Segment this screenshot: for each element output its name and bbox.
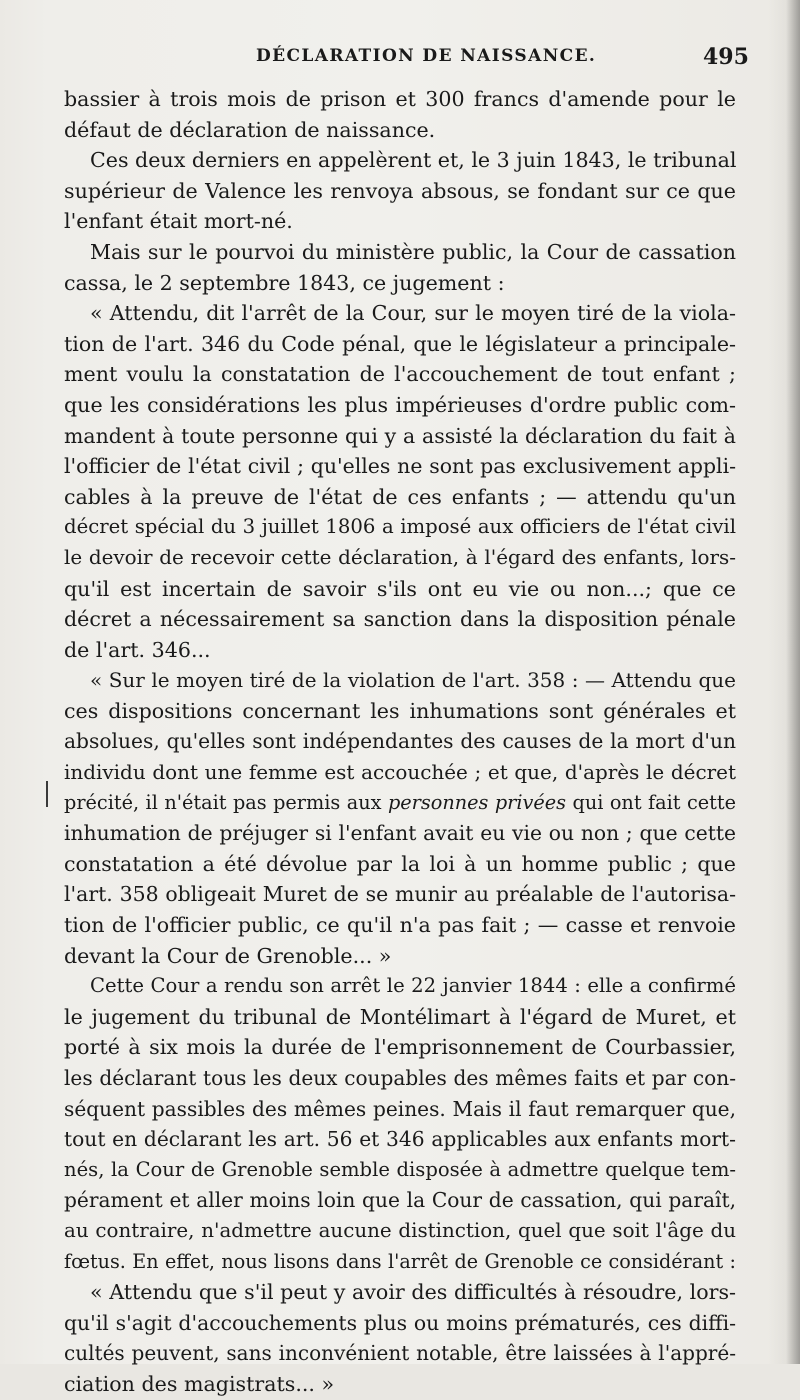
text-line — [64, 237, 736, 268]
text-line-content: absolues, qu'elles sont indépendantes des causes de la mort d'un — [64, 729, 736, 754]
text-line — [64, 1002, 736, 1033]
text-line — [64, 451, 736, 482]
text-line — [64, 512, 736, 543]
text-line — [64, 1308, 736, 1339]
text-line — [64, 390, 736, 421]
page-gutter-shadow — [786, 0, 800, 1364]
italic-phrase: personnes privées — [387, 790, 567, 814]
text-line — [64, 115, 736, 146]
text-line-content: porté à six mois la durée de l'emprisonnement de Courbassier, — [64, 1035, 736, 1060]
text-line-content: individu dont une femme est accouchée ; et que, d'après le décret — [64, 760, 736, 785]
text-line — [64, 696, 736, 727]
text-line-content: cables à la preuve de l'état de ces enfants ; — attendu qu'un — [64, 484, 736, 509]
text-line — [64, 635, 736, 666]
text-line-content: « Attendu, dit l'arrêt de la Cour, sur le moyen tiré de la viola- — [90, 301, 736, 326]
text-line — [64, 1369, 736, 1400]
text-line — [64, 1277, 736, 1308]
text-line-content: Cette Cour a rendu son arrêt le 22 janvier 1844 : elle a confirmé — [90, 974, 736, 998]
text-line — [64, 543, 736, 574]
text-line-content: tion de l'officier public, ce qu'il n'a pas fait ; — casse et renvoie — [64, 913, 736, 938]
text-line — [64, 788, 736, 819]
text-line — [64, 145, 736, 176]
text-line — [64, 971, 736, 1002]
text-line-content: nés, la Cour de Grenoble semble disposée à admettre quelque tem- — [64, 1157, 736, 1181]
text-line — [64, 176, 736, 207]
text-line-content: bassier à trois mois de prison et 300 francs d'amende pour le — [64, 87, 736, 111]
text-line — [64, 818, 736, 849]
text-line — [64, 359, 736, 390]
text-line-content: constatation a été dévolue par la loi à un homme public ; que — [64, 851, 736, 876]
text-line-content: précité, il n'était pas permis aux — [64, 790, 382, 814]
page-header — [0, 44, 800, 80]
text-line — [64, 1247, 736, 1278]
text-line-content: devant la Cour de Grenoble... » — [64, 943, 392, 968]
text-line — [64, 421, 736, 452]
text-line — [64, 879, 736, 910]
text-line-content: au contraire, n'admettre aucune distinction, quel que soit l'âge du — [64, 1218, 736, 1242]
text-line — [64, 1094, 736, 1125]
text-line-content: cassa, le 2 septembre 1843, ce jugement : — [64, 270, 505, 295]
text-line-content: de l'art. 346... — [64, 637, 211, 662]
text-line-content: décret a nécessairement sa sanction dans la disposition pénale — [64, 607, 736, 632]
text-line — [64, 1063, 736, 1094]
text-line-content: ciation des magistrats... » — [64, 1371, 335, 1396]
text-line-content: « Sur le moyen tiré de la violation de l'art. 358 : — Attendu que — [90, 668, 736, 693]
text-line-content: qu'il s'agit d'accouchements plus ou moins prématurés, ces diffi- — [64, 1310, 736, 1335]
text-line-content: le devoir de recevoir cette déclaration, à l'égard des enfants, lors- — [64, 545, 736, 569]
text-line — [64, 604, 736, 635]
text-line — [64, 206, 736, 237]
text-line-content: défaut de déclaration de naissance. — [64, 117, 436, 142]
text-line — [64, 1185, 736, 1216]
text-line-content: « Attendu que s'il peut y avoir des difficultés à résoudre, lors- — [90, 1280, 736, 1305]
text-line-content: l'officier de l'état civil ; qu'elles ne sont pas exclusivement appli- — [64, 454, 736, 479]
page-number: 495 — [703, 44, 749, 70]
text-line — [64, 757, 736, 788]
text-line-content: Ces deux derniers en appelèrent et, le 3 juin 1843, le tribunal — [90, 148, 737, 173]
text-line-content: mandent à toute personne qui y a assisté la déclaration du fait à — [64, 423, 736, 448]
text-line — [64, 482, 736, 513]
text-line-content: les déclarant tous les deux coupables des mêmes faits et par con- — [64, 1066, 736, 1090]
text-line-content: tion de l'art. 346 du Code pénal, que le législateur a principale- — [64, 331, 736, 356]
text-line — [64, 298, 736, 329]
text-line — [64, 574, 736, 605]
text-line — [64, 1032, 736, 1063]
text-line-content: séquent passibles des mêmes peines. Mais il faut remarquer que, — [64, 1096, 736, 1121]
text-line-content: qu'il est incertain de savoir s'ils ont eu vie ou non...; que ce — [64, 576, 736, 601]
text-line-content: l'art. 358 obligeait Muret de se munir au préalable de l'autorisa- — [64, 882, 736, 907]
text-line — [64, 84, 736, 115]
text-line-content: l'enfant était mort-né. — [64, 209, 293, 234]
text-line — [64, 1124, 736, 1155]
text-line-content: cultés peuvent, sans inconvénient notable, être laissées à l'appré- — [64, 1341, 736, 1366]
text-line — [64, 1216, 736, 1247]
text-line-content: ces dispositions concernant les inhumations sont générales et — [64, 698, 736, 723]
margin-mark — [46, 781, 48, 807]
text-line — [64, 910, 736, 941]
text-line-content: le jugement du tribunal de Montélimart à l'égard de Muret, et — [64, 1004, 736, 1029]
text-line — [64, 849, 736, 880]
text-line-content: fœtus. En effet, nous lisons dans l'arrêt de Grenoble ce considérant : — [64, 1249, 736, 1273]
text-line-content: tout en déclarant les art. 56 et 346 applicables aux enfants mort- — [64, 1127, 736, 1152]
text-line — [64, 329, 736, 360]
text-line — [64, 1338, 736, 1369]
text-line-content: Mais sur le pourvoi du ministère public, la Cour de cassation — [90, 239, 736, 264]
text-line-content: ment voulu la constatation de l'accouchement de tout enfant ; — [64, 362, 736, 387]
text-line-continuation: qui ont fait cette — [566, 790, 736, 814]
running-title: DÉCLARATION DE NAISSANCE. — [256, 46, 597, 66]
body-text — [64, 84, 736, 1400]
text-line — [64, 1155, 736, 1186]
text-line-content: supérieur de Valence les renvoya absous, se fondant sur ce que — [64, 178, 736, 203]
text-line — [64, 726, 736, 757]
text-line-content: que les considérations les plus impérieuses d'ordre public com- — [64, 392, 736, 417]
text-line — [64, 665, 736, 696]
text-line-content: décret spécial du 3 juillet 1806 a imposé aux officiers de l'état civil — [64, 515, 736, 539]
text-line-content: inhumation de préjuger si l'enfant avait eu vie ou non ; que cette — [64, 821, 736, 846]
text-line-content: pérament et aller moins loin que la Cour de cassation, qui paraît, — [64, 1188, 736, 1213]
text-line — [64, 268, 736, 299]
text-line — [64, 941, 736, 972]
